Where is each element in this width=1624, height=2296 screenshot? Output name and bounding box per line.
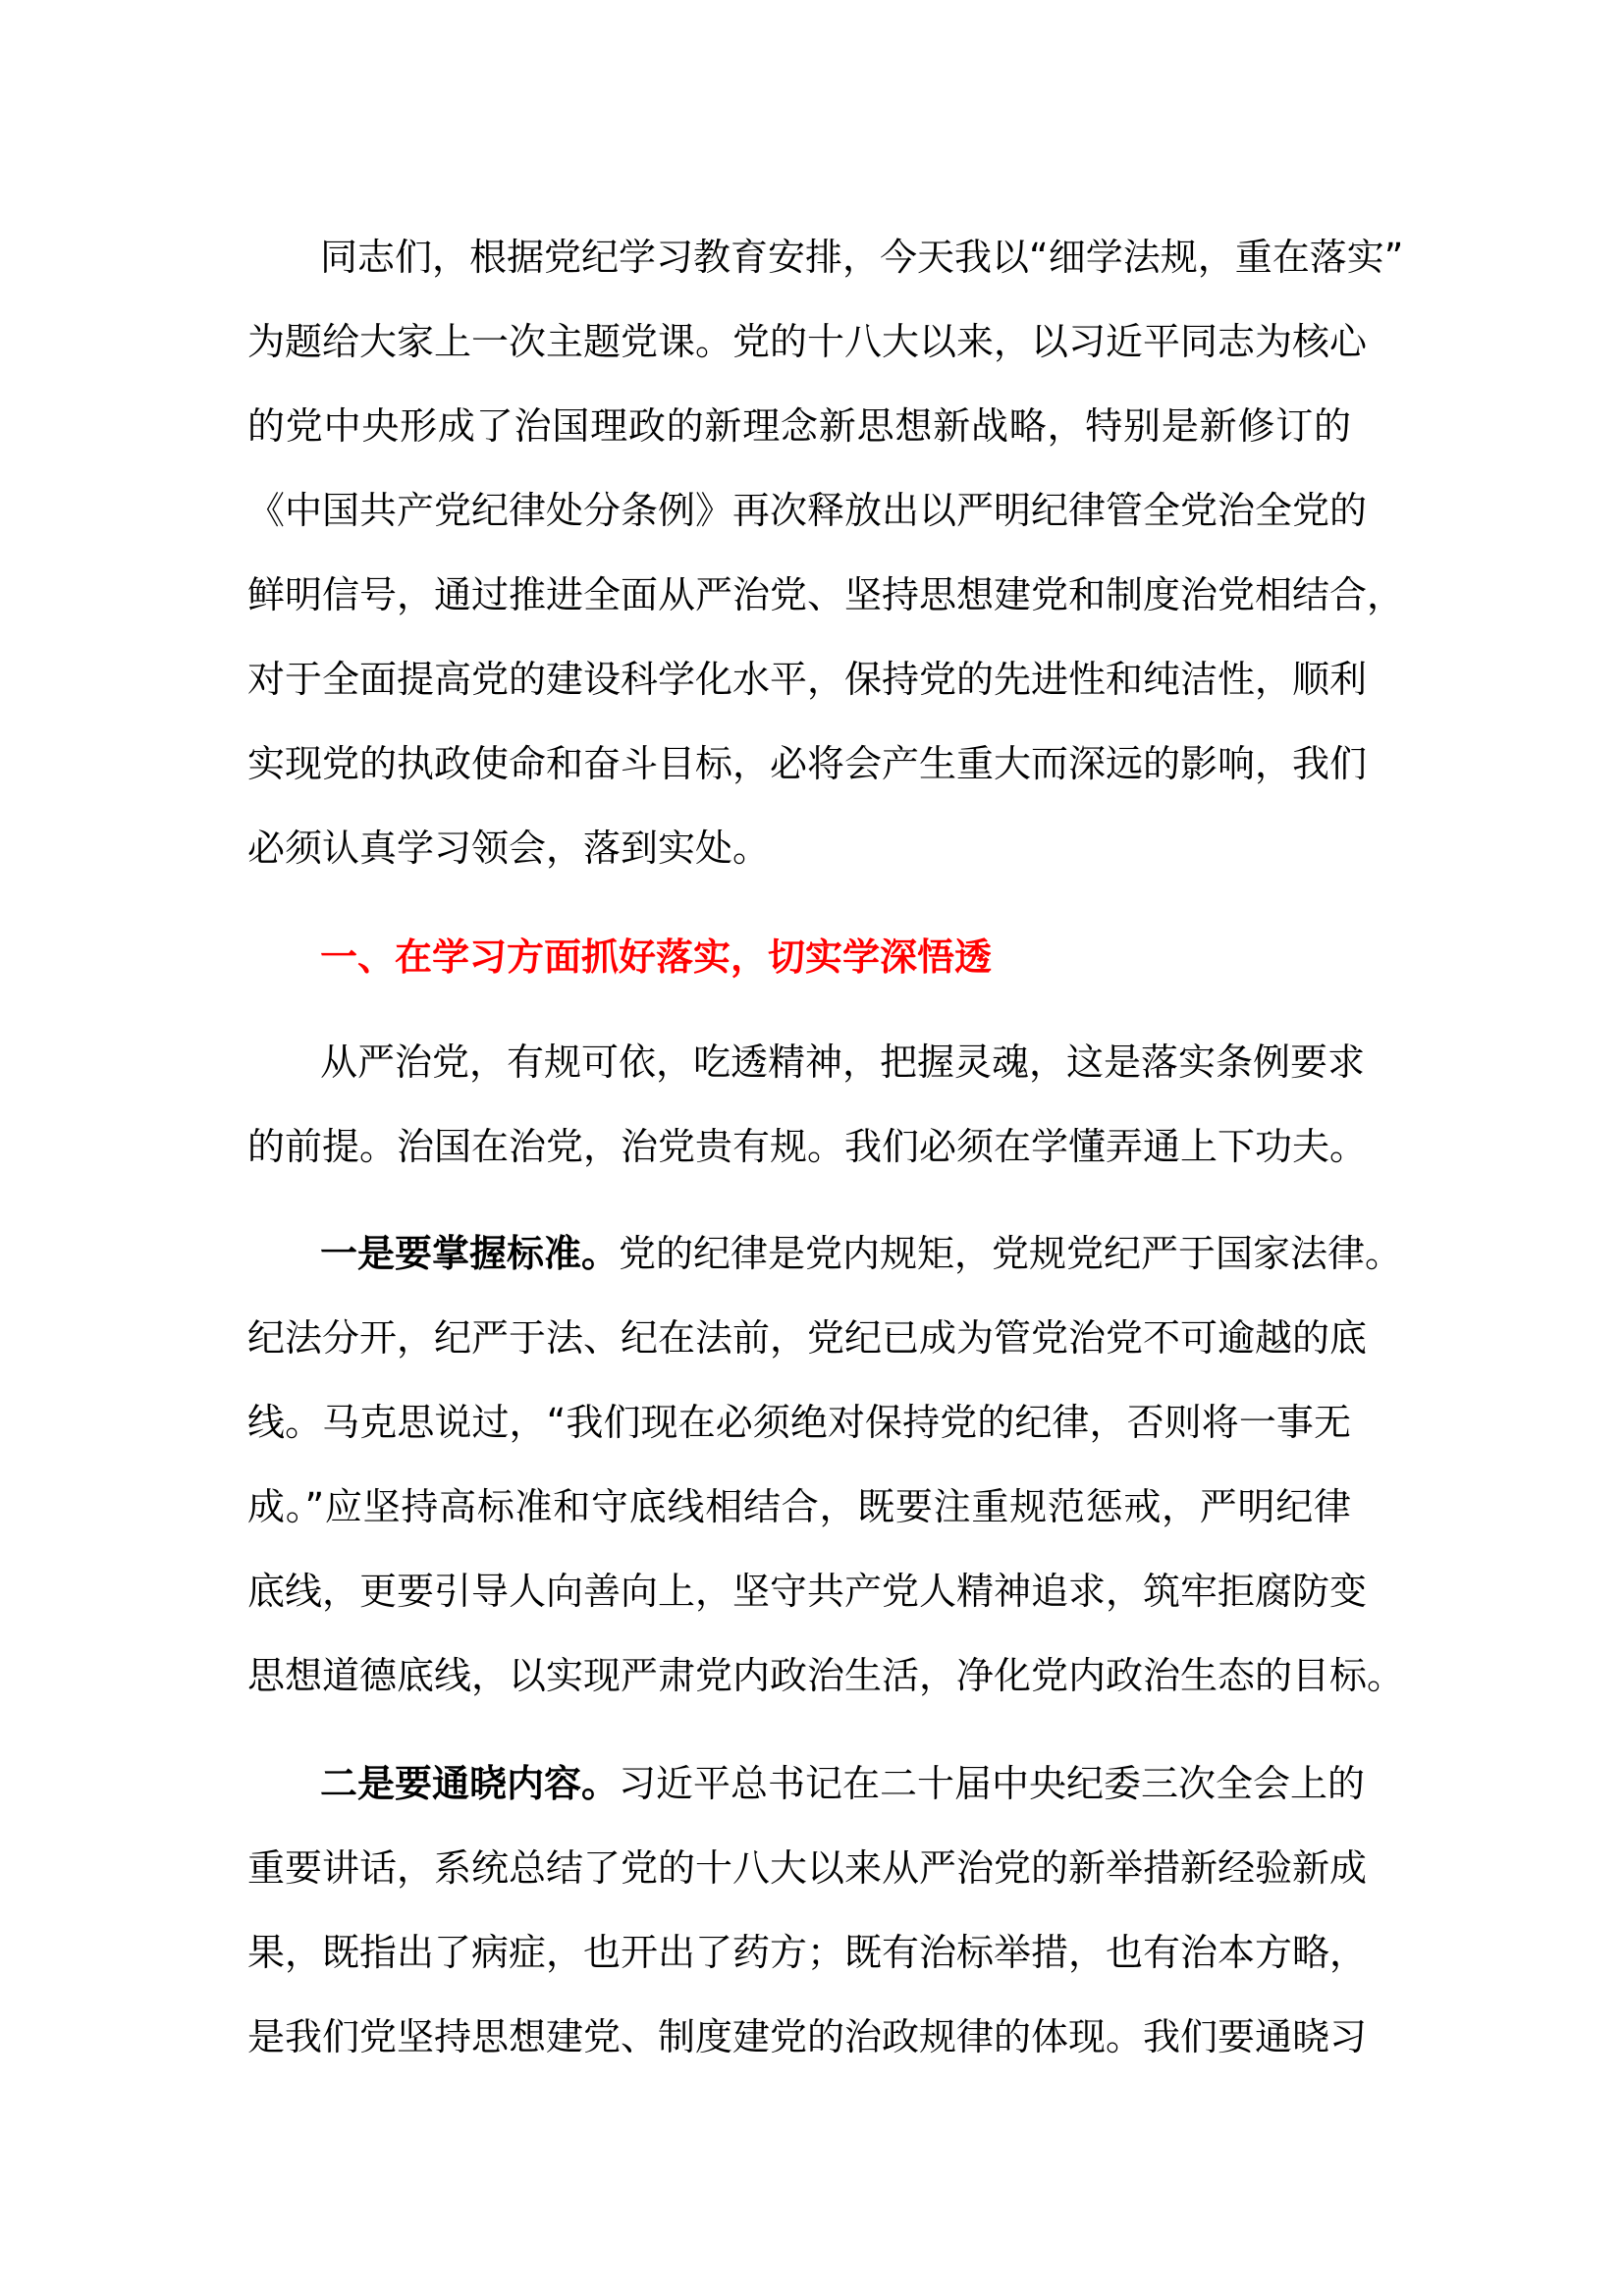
text-line: 实现党的执政使命和奋斗目标，必将会产生重大而深远的影响，我们 <box>247 742 1368 785</box>
text-line: 果，既指出了病症，也开出了药方；既有治标举措，也有治本方略， <box>247 1931 1368 1974</box>
point-text: 习近平总书记在二十届中央纪委三次全会上的 <box>619 1762 1366 1805</box>
text-line: 是我们党坚持思想建党、制度建党的治政规律的体现。我们要通晓习 <box>247 2015 1368 2058</box>
text-line: 的党中央形成了治国理政的新理念新思想新战略，特别是新修订的 <box>247 404 1351 448</box>
point-text: 党的纪律是党内规矩，党规党纪严于国家法律。 <box>619 1232 1403 1275</box>
text-line: 思想道德底线，以实现严肃党内政治生活，净化党内政治生态的目标。 <box>247 1654 1405 1697</box>
text-line <box>320 1741 1366 1826</box>
text-line: 鲜明信号，通过推进全面从严治党、坚持思想建党和制度治党相结合， <box>247 573 1405 616</box>
text-line: 从严治党，有规可依，吃透精神，把握灵魂，这是落实条例要求 <box>320 1041 1366 1084</box>
text-line: 重要讲话，系统总结了党的十八大以来从严治党的新举措新经验新成 <box>247 1846 1368 1890</box>
text-line: 《中国共产党纪律处分条例》再次释放出以严明纪律管全党治全党的 <box>247 489 1368 532</box>
text-line: 同志们，根据党纪学习教育安排，今天我以“细学法规，重在落实” <box>320 236 1404 279</box>
text-line: 纪法分开，纪严于法、纪在法前，党纪已成为管党治党不可逾越的底 <box>247 1316 1368 1360</box>
text-line: 线。马克思说过，“我们现在必须绝对保持党的纪律，否则将一事无 <box>247 1401 1351 1444</box>
text-line: 成。”应坚持高标准和守底线相结合，既要注重规范惩戒，严明纪律 <box>247 1485 1351 1528</box>
section-heading: 一、在学习方面抓好落实，切实学深悟透 <box>320 935 993 979</box>
text-line: 为题给大家上一次主题党课。党的十八大以来，以习近平同志为核心 <box>247 320 1368 363</box>
text-line: 的前提。治国在治党，治党贵有规。我们必须在学懂弄通上下功夫。 <box>247 1125 1368 1168</box>
text-line <box>320 1211 1403 1296</box>
text-line: 底线，更要引导人向善向上，坚守共产党人精神追求，筑牢拒腐防变 <box>247 1570 1368 1613</box>
text-line: 必须认真学习领会，落到实处。 <box>247 827 771 870</box>
point-lead: 二是要通晓内容。 <box>320 1762 620 1805</box>
point-lead: 一是要掌握标准。 <box>320 1232 620 1275</box>
text-line: 对于全面提高党的建设科学化水平，保持党的先进性和纯洁性，顺利 <box>247 658 1368 701</box>
